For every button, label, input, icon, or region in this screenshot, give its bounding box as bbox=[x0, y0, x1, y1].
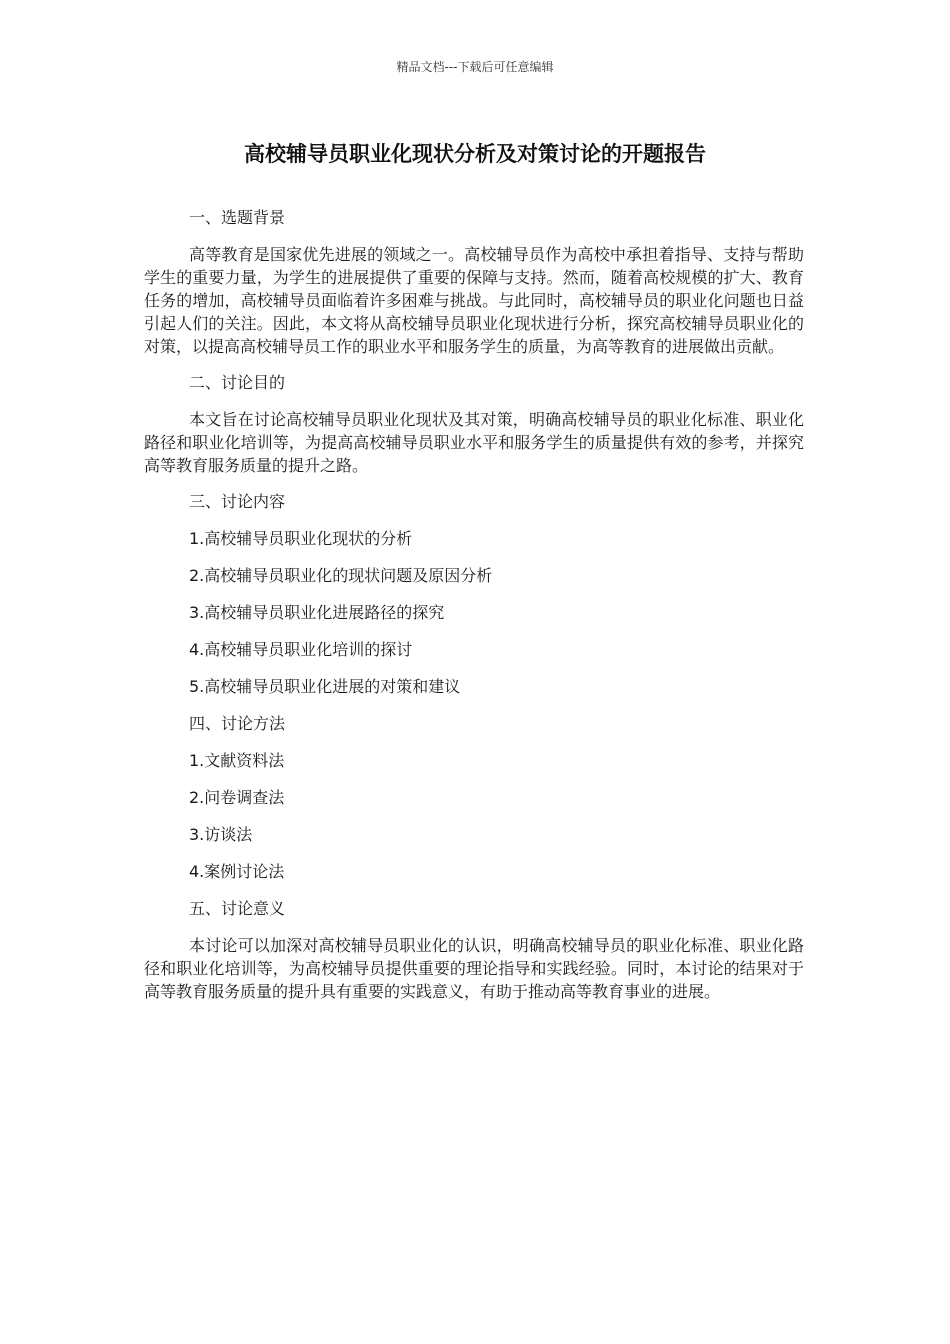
section-heading-purpose: 二、讨论目的 bbox=[189, 373, 286, 392]
document-title: 高校辅导员职业化现状分析及对策讨论的开题报告 bbox=[244, 142, 706, 166]
list-item: 1.高校辅导员职业化现状的分析 bbox=[189, 529, 413, 548]
paragraph-background: 高等教育是国家优先进展的领域之一。高校辅导员作为高校中承担着指导、支持与帮助学生的重要力量，为学生的进展提供了重要的保障与支持。然而，随着高校规模的扩大、教育任务的增加，高校辅导员面临着许多困难与挑战。与此同时，高校辅导员的职业化问题也日益引起人们的关注。因此，本文将从高校辅导员职业化现状进行分析，探究高校辅导员职业化的对策，以提高高校辅导员工作的职业水平和服务学生的质量，为高等教育的进展做出贡献。 bbox=[144, 245, 804, 356]
section-heading-significance: 五、讨论意义 bbox=[189, 899, 286, 918]
list-item: 2.高校辅导员职业化的现状问题及原因分析 bbox=[189, 566, 493, 585]
list-item: 5.高校辅导员职业化进展的对策和建议 bbox=[189, 677, 461, 696]
paragraph-purpose: 本文旨在讨论高校辅导员职业化现状及其对策，明确高校辅导员的职业化标准、职业化路径和职业化培训等，为提高高校辅导员职业水平和服务学生的质量提供有效的参考，并探究高等教育服务质量的提升之路。 bbox=[144, 410, 804, 475]
section-heading-content: 三、讨论内容 bbox=[189, 492, 286, 511]
list-item: 4.高校辅导员职业化培训的探讨 bbox=[189, 640, 413, 659]
list-item: 3.访谈法 bbox=[189, 825, 253, 844]
list-item: 4.案例讨论法 bbox=[189, 862, 285, 881]
document-body bbox=[144, 206, 804, 1016]
list-item: 2.问卷调查法 bbox=[189, 788, 285, 807]
paragraph-significance: 本讨论可以加深对高校辅导员职业化的认识，明确高校辅导员的职业化标准、职业化路径和职业化培训等，为高校辅导员提供重要的理论指导和实践经验。同时，本讨论的结果对于高等教育服务质量的提升具有重要的实践意义，有助于推动高等教育事业的进展。 bbox=[144, 936, 804, 1001]
section-heading-background: 一、选题背景 bbox=[189, 208, 286, 227]
list-item: 3.高校辅导员职业化进展路径的探究 bbox=[189, 603, 445, 622]
section-heading-methods: 四、讨论方法 bbox=[189, 714, 286, 733]
page-header: 精品文档---下载后可任意编辑 bbox=[396, 60, 554, 74]
list-item: 1.文献资料法 bbox=[189, 751, 285, 770]
